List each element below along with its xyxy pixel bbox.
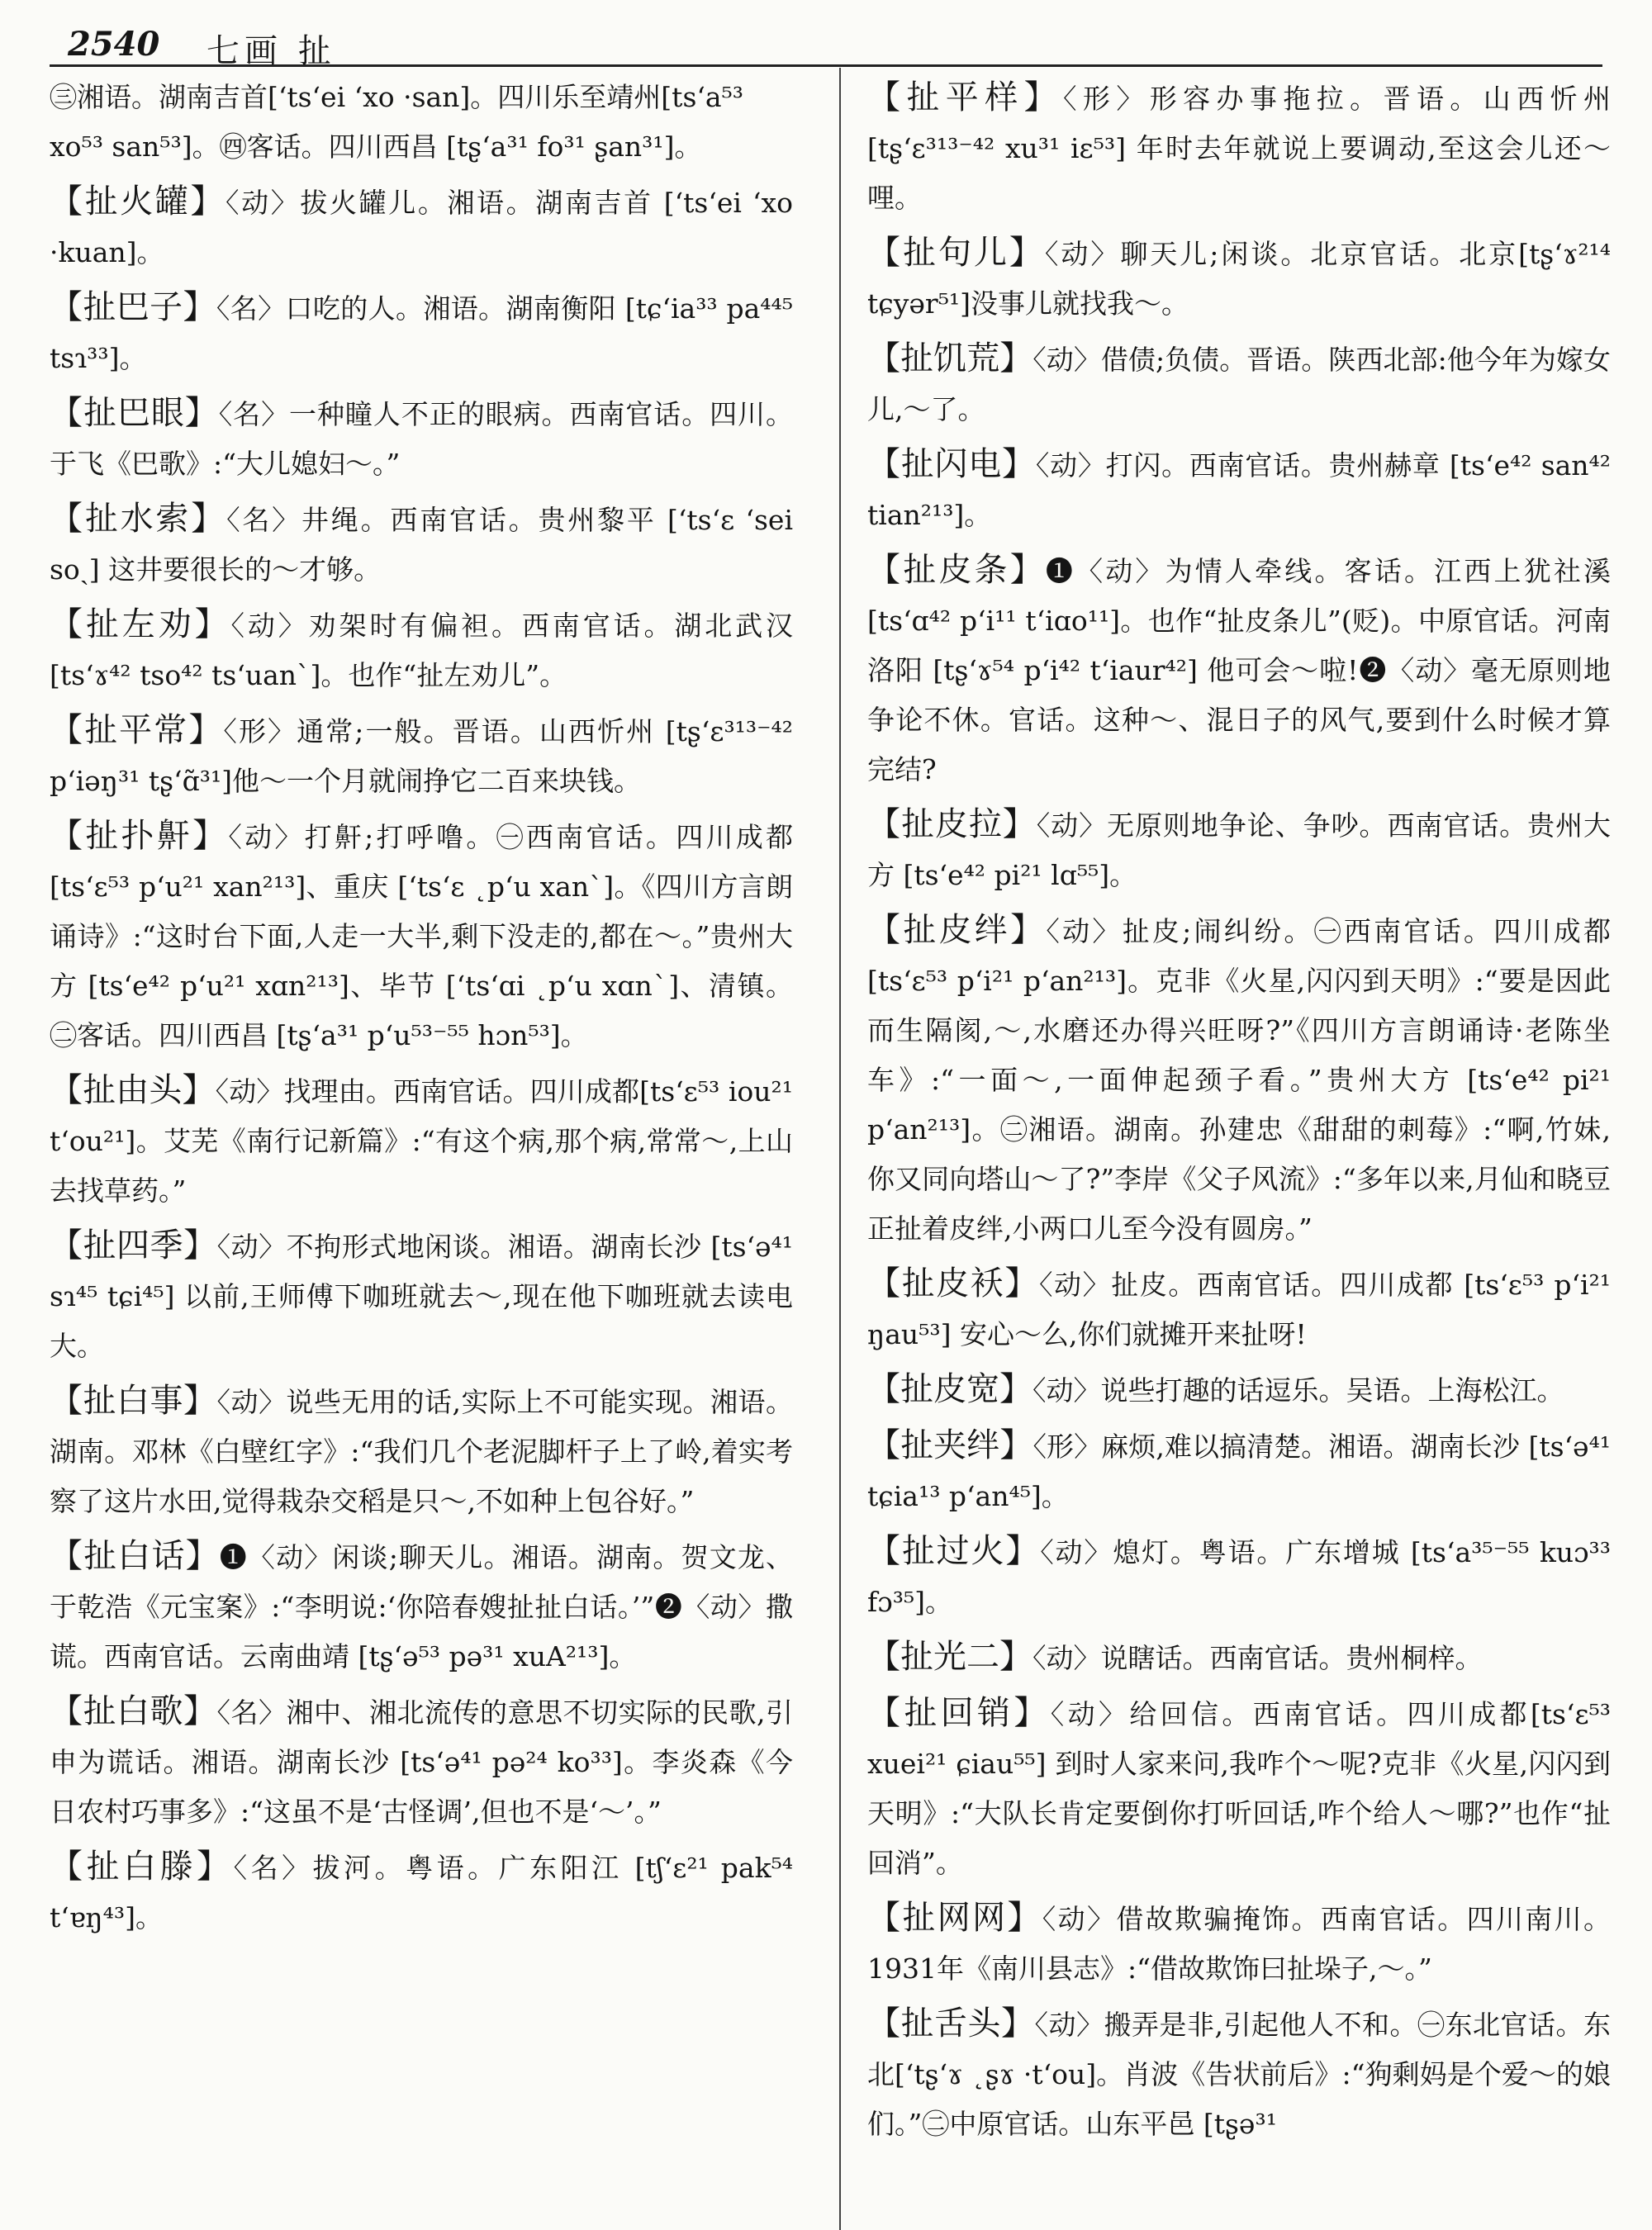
dictionary-entry bbox=[50, 1065, 793, 1216]
bracket-open: 【 bbox=[867, 911, 904, 949]
bracket-open: 【 bbox=[867, 234, 903, 272]
entry-headword: 扯舌头 bbox=[900, 2005, 1001, 2043]
bracket-close: 】 bbox=[999, 1370, 1032, 1408]
dictionary-entry bbox=[867, 1526, 1611, 1627]
entry-headword: 扯饥荒 bbox=[900, 339, 1000, 377]
bracket-open: 【 bbox=[50, 500, 85, 538]
entry-headword: 扯白歌 bbox=[83, 1692, 183, 1730]
bracket-close: 】 bbox=[184, 394, 219, 432]
bracket-close: 】 bbox=[192, 817, 229, 855]
dictionary-entry bbox=[50, 282, 793, 383]
bracket-open: 【 bbox=[867, 1694, 904, 1732]
bracket-close: 】 bbox=[999, 1638, 1032, 1676]
bracket-open: 【 bbox=[867, 551, 904, 589]
entry-headword: 扯平常 bbox=[84, 711, 189, 749]
bracket-open: 【 bbox=[50, 1537, 84, 1575]
dictionary-entry bbox=[50, 600, 793, 700]
page-number: 2540 bbox=[68, 25, 160, 64]
dictionary-entry bbox=[867, 334, 1611, 434]
entry-headword: 扯平样 bbox=[906, 78, 1024, 116]
dictionary-entry bbox=[50, 1221, 793, 1371]
bracket-close: 】 bbox=[183, 288, 216, 326]
entry-definition: 〈动〉借债;负债。晋语。陕西北部:他今年为嫁女儿,～了。 bbox=[867, 344, 1611, 425]
entry-definition: 〈动〉搬弄是非,引起他人不和。㊀东北官话。东北[ʻtʂʻɤ ˛ʂɤ ·tʻou]。肖波《告状前后》:“狗剩妈是个爱～的娘们。”㊁中原官话。山东平邑 [tʂə³¹ bbox=[867, 2009, 1611, 2140]
bracket-close: 】 bbox=[194, 605, 231, 643]
entry-headword: 扯火罐 bbox=[84, 183, 191, 221]
bracket-close: 】 bbox=[1009, 234, 1045, 272]
entry-headword: 扯巴子 bbox=[83, 288, 183, 326]
entry-definition: 〈形〉通常;一般。晋语。山西忻州 [tʂʻɛ³¹³⁻⁴² pʻiəŋ³¹ tʂʻɑ̃³¹]他～一个月就闹挣它二百来块钱。 bbox=[50, 715, 794, 797]
entry-definition: 〈名〉口吃的人。湘语。湖南衡阳 [tɕʻia³³ pa⁴⁴⁵ tsɿ³³]。 bbox=[50, 292, 793, 374]
entry-definition: 〈形〉形容办事拖拉。晋语。山西忻州 [tʂʻɛ³¹³⁻⁴² xu³¹ iɛ⁵³] 年时去年就说上要调动,至这会儿还～哩。 bbox=[867, 83, 1612, 214]
dictionary-entry bbox=[50, 1376, 793, 1526]
bracket-open: 【 bbox=[50, 1226, 83, 1264]
entry-headword: 扯网网 bbox=[902, 1899, 1008, 1937]
dictionary-entry bbox=[50, 1687, 793, 1837]
entry-headword: 扯回销 bbox=[904, 1694, 1014, 1732]
dictionary-entry bbox=[867, 73, 1611, 223]
dictionary-entry bbox=[50, 811, 793, 1060]
entry-definition: 〈动〉劝架时有偏袒。西南官话。湖北武汉 [tsʻɤ⁴² tso⁴² tsʻuanˋ]。也作“扯左劝儿”。 bbox=[50, 610, 794, 691]
dictionary-entry bbox=[867, 905, 1611, 1254]
bracket-open: 【 bbox=[50, 1071, 83, 1109]
header-rule bbox=[50, 64, 1602, 67]
dictionary-entry bbox=[50, 177, 793, 278]
bracket-open: 【 bbox=[867, 1638, 900, 1676]
entry-definition: ❶〈动〉为情人牵线。客话。江西上犹社溪 [tsʻɑ⁴² pʻi¹¹ tʻiɑo¹¹]。也作“扯皮条儿”(贬)。中原官话。河南洛阳 [tʂʻɤ⁵⁴ pʻi⁴² tʻiaur⁴²] 他可会～啦!❷〈动〉毫无原则地争论不休。官话。这种～、混日子的风气,要到什么时候才算完结? bbox=[867, 555, 1612, 785]
entry-definition: 〈动〉聊天儿;闲谈。北京官话。北京[tʂʻɤ²¹⁴ tɕyər⁵¹]没事儿就找我～。 bbox=[867, 238, 1612, 320]
entry-headword: 扯白话 bbox=[83, 1537, 186, 1575]
continuation-text: ㊂湘语。湖南吉首[ʻtsʻei ʻxo ·san]。四川乐至靖州[tsʻa⁵³ xo⁵³ san⁵³]。㊃客话。四川西昌 [tʂʻa³¹ fo³¹ ʂan³¹]。 bbox=[50, 81, 744, 163]
bracket-close: 】 bbox=[183, 1692, 217, 1730]
entry-headword: 扯夹绊 bbox=[900, 1426, 1000, 1464]
dictionary-entry bbox=[867, 1364, 1611, 1416]
entry-definition: 〈动〉说些无用的话,实际上不可能实现。湘语。湖南。邓林《白壁红字》:“我们几个老泥脚杆子上了岭,着实考察了这片水田,觉得栽杂交稻是只～,不如种上包谷好。” bbox=[50, 1386, 793, 1517]
bracket-close: 】 bbox=[190, 183, 226, 221]
bracket-open: 【 bbox=[50, 394, 83, 432]
bracket-open: 【 bbox=[867, 339, 901, 377]
bracket-open: 【 bbox=[867, 445, 901, 483]
bracket-close: 】 bbox=[1002, 805, 1037, 843]
bracket-close: 】 bbox=[1001, 2005, 1035, 2043]
entry-headword: 扯左劝 bbox=[85, 605, 195, 643]
entry-definition: 〈动〉借故欺骗掩饰。西南官话。四川南川。1931年《南川县志》:“借故欺饰曰扯垛子,～。” bbox=[867, 1903, 1612, 1985]
entry-headword: 扯闪电 bbox=[900, 445, 1003, 483]
dictionary-entry bbox=[867, 1259, 1611, 1359]
bracket-close: 】 bbox=[1014, 1694, 1051, 1732]
entry-headword: 扯皮条 bbox=[903, 551, 1010, 589]
entry-definition: 〈动〉给回信。西南官话。四川成都[tsʻɛ⁵³ xuei²¹ ɕiau⁵⁵] 到时人家来问,我咋个～呢?克非《火星,闪闪到天明》:“大队长肯定要倒你打听回话,咋个给人～哪?”也作“扯回消”。 bbox=[867, 1698, 1612, 1879]
bracket-open: 【 bbox=[867, 1264, 902, 1302]
right-entry-list bbox=[867, 73, 1611, 2149]
entry-definition: 〈动〉说瞎话。西南官话。贵州桐梓。 bbox=[1032, 1642, 1483, 1674]
bracket-open: 【 bbox=[50, 1382, 83, 1420]
entry-headword: 扯过火 bbox=[901, 1532, 1006, 1570]
dictionary-entry bbox=[867, 1421, 1611, 1521]
entry-headword: 扯皮宽 bbox=[900, 1370, 999, 1408]
bracket-close: 】 bbox=[1009, 551, 1046, 589]
entry-definition: 〈动〉拔火罐儿。湘语。湖南吉首 [ʻtsʻei ʻxo ·kuan]。 bbox=[50, 187, 793, 268]
dictionary-entry bbox=[867, 1632, 1611, 1683]
entry-headword: 扯由头 bbox=[83, 1071, 183, 1109]
left-entry-list bbox=[50, 177, 793, 1943]
dictionary-entry bbox=[867, 1893, 1611, 1994]
bracket-open: 【 bbox=[867, 2005, 901, 2043]
entry-definition: ❶〈动〉闲谈;聊天儿。湘语。湖南。贺文龙、于乾浩《元宝案》:“李明说:‘你陪春嫂扯扯白话。’”❷〈动〉撒谎。西南官话。云南曲靖 [tʂʻə⁵³ pə³¹ xuA²¹³]。 bbox=[50, 1541, 793, 1672]
bracket-close: 】 bbox=[999, 339, 1033, 377]
entry-definition: 〈动〉打鼾;打呼噜。㊀西南官话。四川成都 [tsʻɛ⁵³ pʻu²¹ xan²¹³]、重庆 [ʻtsʻɛ ˛pʻu xanˋ]。《四川方言朗诵诗》:“这时台下面,人走一大半,剩下没走的,都在～。”贵州大方 [tsʻe⁴² pʻu²¹ xɑn²¹³]、毕节 [ʻtsʻɑi ˛pʻu xɑnˋ]、清镇。㊁客话。四川西昌 [tʂʻa³¹ pʻu⁵³⁻⁵⁵ hɔn⁵³]。 bbox=[50, 821, 793, 1051]
bracket-close: 】 bbox=[191, 500, 227, 538]
entry-headword: 扯白滕 bbox=[86, 1848, 197, 1886]
entry-headword: 扯白事 bbox=[83, 1382, 183, 1420]
bracket-open: 【 bbox=[50, 605, 86, 643]
bracket-open: 【 bbox=[50, 183, 85, 221]
bracket-close: 】 bbox=[1007, 1899, 1042, 1937]
section-title: 七画 扯 bbox=[206, 32, 336, 70]
entry-headword: 扯句儿 bbox=[902, 234, 1009, 272]
entry-headword: 扯皮袄 bbox=[901, 1264, 1005, 1302]
entry-definition: 〈形〉麻烦,难以搞清楚。湘语。湖南长沙 [tsʻə⁴¹ tɕia¹³ pʻan⁴⁵]。 bbox=[867, 1431, 1612, 1512]
dictionary-entry bbox=[867, 799, 1611, 900]
right-column bbox=[867, 73, 1611, 2154]
bracket-close: 】 bbox=[1004, 1264, 1039, 1302]
dictionary-entry bbox=[867, 1688, 1611, 1888]
bracket-close: 】 bbox=[185, 1537, 220, 1575]
bracket-open: 【 bbox=[867, 1426, 901, 1464]
dictionary-entry bbox=[867, 439, 1611, 540]
dictionary-entry bbox=[867, 545, 1611, 795]
entry-headword: 扯四季 bbox=[83, 1226, 184, 1264]
entry-definition: 〈动〉无原则地争论、争吵。西南官话。贵州大方 [tsʻe⁴² pi²¹ lɑ⁵⁵]。 bbox=[867, 809, 1612, 891]
dictionary-entry bbox=[50, 494, 793, 595]
bracket-open: 【 bbox=[50, 1692, 83, 1730]
page-header bbox=[50, 18, 1602, 71]
dictionary-entry bbox=[50, 1842, 793, 1943]
bracket-close: 】 bbox=[1010, 911, 1047, 949]
bracket-open: 【 bbox=[867, 1370, 900, 1408]
bracket-close: 】 bbox=[999, 1426, 1033, 1464]
entry-headword: 扯皮绊 bbox=[903, 911, 1011, 949]
entry-definition: 〈动〉不拘形式地闲谈。湘语。湖南长沙 [tsʻə⁴¹ sɿ⁴⁵ tɕi⁴⁵] 以前,王师傅下咖班就去～,现在他下咖班就去读电大。 bbox=[50, 1231, 794, 1362]
bracket-close: 】 bbox=[183, 1382, 217, 1420]
dictionary-entry bbox=[50, 1531, 793, 1682]
entry-definition: 〈名〉拔河。粤语。广东阳江 [tʃʻɛ²¹ pak⁵⁴ tʻɐŋ⁴³]。 bbox=[50, 1852, 794, 1933]
entry-definition: 〈名〉湘中、湘北流传的意思不切实际的民歌,引申为谎话。湘语。湖南长沙 [tsʻə⁴¹ pə²⁴ ko³³]。李炎森《今日农村巧事多》:“这虽不是‘古怪调’,但也不是‘～’。” bbox=[50, 1696, 793, 1828]
bracket-close: 】 bbox=[1023, 78, 1064, 116]
bracket-close: 】 bbox=[183, 1226, 217, 1264]
entry-definition: 〈动〉找理由。西南官话。四川成都[tsʻɛ⁵³ iou²¹ tʻou²¹]。艾芜《南行记新篇》:“有这个病,那个病,常常～,上山去找草药。” bbox=[50, 1075, 793, 1207]
entry-definition: 〈动〉熄灯。粤语。广东增城 [tsʻa³⁵⁻⁵⁵ kuɔ³³ fɔ³⁵]。 bbox=[867, 1536, 1612, 1618]
bracket-open: 【 bbox=[50, 1848, 87, 1886]
entry-headword: 扯皮拉 bbox=[900, 805, 1003, 843]
entry-headword: 扯光二 bbox=[900, 1638, 999, 1676]
entry-definition: 〈动〉说些打趣的话逗乐。吴语。上海松江。 bbox=[1032, 1374, 1564, 1407]
entry-definition: 〈名〉井绳。西南官话。贵州黎平 [ʻtsʻɛ ʻsei soˎ] 这井要很长的～才够。 bbox=[50, 504, 793, 586]
bracket-open: 【 bbox=[867, 1899, 903, 1937]
entry-headword: 扯巴眼 bbox=[83, 394, 185, 432]
entry-definition: 〈名〉一种瞳人不正的眼病。西南官话。四川。于飞《巴歌》:“大儿媳妇～。” bbox=[50, 398, 794, 480]
left-column bbox=[50, 73, 793, 1948]
bracket-close: 】 bbox=[1005, 1532, 1041, 1570]
dictionary-entry bbox=[867, 1999, 1611, 2149]
entry-definition: 〈动〉扯皮;闹纠纷。㊀西南官话。四川成都 [tsʻɛ⁵³ pʻi²¹ pʻan²¹³]。克非《火星,闪闪到天明》:“要是因此而生隔阂,～,水磨还办得兴旺呀?”《四川方言朗诵诗·老陈坐车》:“一面～,一面伸起颈子看。”贵州大方 [tsʻe⁴² pi²¹ pʻan²¹³]。㊁湘语。湖南。孙建忠《甜甜的刺莓》:“啊,竹妹,你又同向塔山～了?”李岸《父子风流》:“多年以来,月仙和晓豆正扯着皮绊,小两口儿至今没有圆房。” bbox=[867, 915, 1611, 1245]
column-divider bbox=[839, 68, 841, 2230]
bracket-open: 【 bbox=[50, 288, 83, 326]
bracket-open: 【 bbox=[867, 78, 907, 116]
dictionary-entry bbox=[50, 388, 793, 489]
bracket-open: 【 bbox=[867, 1532, 902, 1570]
bracket-open: 【 bbox=[50, 817, 86, 855]
bracket-open: 【 bbox=[867, 805, 901, 843]
entry-definition: 〈动〉打闪。西南官话。贵州赫章 [tsʻe⁴² san⁴² tian²¹³]。 bbox=[867, 449, 1612, 531]
dictionary-entry bbox=[867, 228, 1611, 329]
bracket-close: 】 bbox=[188, 711, 224, 749]
bracket-open: 【 bbox=[50, 711, 85, 749]
entry-headword: 扯扑鼾 bbox=[85, 817, 193, 855]
entry-headword: 扯水索 bbox=[84, 500, 192, 538]
bracket-close: 】 bbox=[197, 1848, 234, 1886]
bracket-close: 】 bbox=[1002, 445, 1036, 483]
bracket-close: 】 bbox=[182, 1071, 216, 1109]
entry-definition: 〈动〉扯皮。西南官话。四川成都 [tsʻɛ⁵³ pʻi²¹ ŋau⁵³] 安心～么,你们就摊开来扯呀! bbox=[867, 1269, 1612, 1350]
dictionary-entry bbox=[50, 705, 793, 806]
